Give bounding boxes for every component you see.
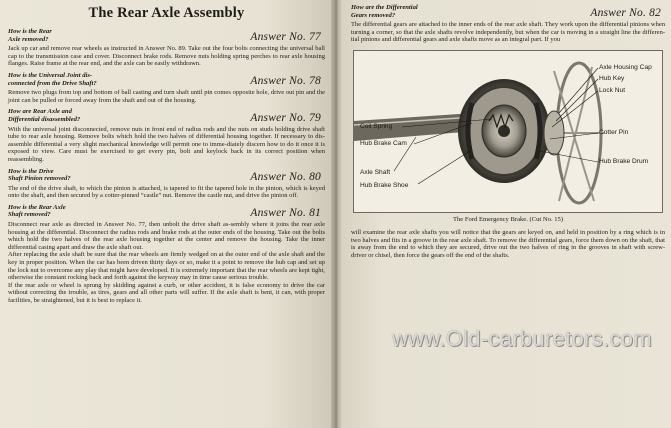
answer-paragraph: Remove two plugs from top and bottom of ball casting and turn shaft until pin comes opposite hole, drive out pin and the joint can be pulled or forced away from the shaft and out of the housing. bbox=[8, 89, 325, 104]
qa-section bbox=[8, 72, 325, 104]
qa-section bbox=[8, 108, 325, 163]
qa-section bbox=[8, 168, 325, 200]
answer-paragraph: With the universal joint disconnected, remove nuts in front end of radius rods and the nuts on studs holding drive shaft tube to rear axle housing. Remove bolts which hold the two halves of differential housing together. If necessary to dis-assemble differential a very slight mechanical knowledge will permit one to imme-diately discern how to do it once it is exposed to view. Care must be exercised to get every pin, bolt and keylock back in its correct position when reassembling. bbox=[8, 125, 325, 163]
answer-number: Answer No. 79 bbox=[250, 111, 321, 124]
answer-body bbox=[351, 21, 665, 44]
question-text: How is the Drive Shaft Pinion removed? bbox=[8, 167, 71, 183]
label-coil-spring: Coil Spring bbox=[360, 122, 393, 130]
answer-paragraph: After replacing the axle shaft be sure that the rear wheels are firmly wedged on at the outer end of the axle shaft and the key in proper position. When the car has been driven thirty days or so, make it a point to remove the hub cap and set up the lock nut to overcome any play that might have developed. It is extremely important that the rear wheels are kept tight, otherwise the constant rocking back and forth against the keyway may in time cause serious trouble. bbox=[8, 251, 325, 282]
answer-number: Answer No. 82 bbox=[590, 7, 661, 20]
left-page bbox=[0, 0, 333, 428]
page-title: The Rear Axle Assembly bbox=[88, 5, 245, 21]
question-text: How is the Rear Axle Shaft removed? bbox=[8, 203, 66, 219]
label-hub-key: Hub Key bbox=[599, 74, 625, 82]
label-axle-housing-cap: Axle Housing Cap bbox=[599, 63, 652, 71]
answer-number: Answer No. 78 bbox=[250, 75, 321, 88]
qa-list bbox=[8, 28, 325, 305]
answer-number: Answer No. 81 bbox=[250, 207, 321, 220]
question-text: How is the Universal Joint dis- connected from the Drive Shaft? bbox=[8, 71, 97, 87]
right-page bbox=[343, 0, 671, 428]
label-hub-brake-drum: Hub Brake Drum bbox=[599, 157, 649, 165]
answer-body bbox=[8, 185, 325, 200]
book-gutter bbox=[331, 0, 343, 428]
watermark-text: www.Old-carburetors.com bbox=[392, 326, 652, 351]
answer-body bbox=[8, 126, 325, 164]
question-text: How are Rear Axle and Differential disassembled? bbox=[8, 108, 81, 123]
answer-paragraph: Jack up car and remove rear wheels as instructed in Answer No. 89. Take out the four bolts connecting the universal ball cap to the transmission case and cover. Disconnect brake rods. Remove nuts holding spring perches to rear axle housing flanges. Raise frame at the rear end, and the axle can be easily withdrawn. bbox=[8, 45, 325, 68]
label-lock-nut: Lock Nut bbox=[599, 86, 626, 94]
label-hub-brake-shoe: Hub Brake Shoe bbox=[360, 181, 409, 189]
emergency-brake-figure bbox=[353, 50, 663, 213]
qa-section-82 bbox=[351, 4, 665, 44]
hub-cap-shape bbox=[544, 111, 564, 155]
label-axle-shaft: Axle Shaft bbox=[360, 168, 391, 176]
answer-paragraph: The differential gears are attached to the inner ends of the rear axle shaft. They work upon the differential pinions when turning a corner, so that the axle shafts revolve independently, but when the car is moving in a straight line the differen-tial pinions and differential gears and axle shafts move as an integral part. If you bbox=[351, 21, 665, 44]
answer-body bbox=[8, 89, 325, 104]
continuation-text: will examine the rear axle shafts you will notice that the gears are keyed on, and held in position by a ring which is in two halves and fits in a groove in the rear axle shaft. To remove the differential gears, force them down on the shaft, that is away from the end to which they are secured, drive out the two halves of ring in the grooves in shaft with screw-driver or chisel, then force the gears off the end of the shafts. bbox=[351, 228, 665, 259]
axle-end-shape bbox=[498, 125, 510, 137]
question-text: How are the Differential Gears removed? bbox=[351, 4, 418, 19]
label-cotter-pin: Cotter Pin bbox=[599, 128, 629, 136]
answer-paragraph: Disconnect rear axle as directed in Answer No. 77, then unbolt the drive shaft as-sembly where it joins the rear axle housing at the differential. Disconnect the radius rods and brake rods at the outer ends of the housing. Take out the bolts which hold the two halves of the rear axle housing together at the center and remove the housing. Take the inner differential casing apart and draw the axle shaft out. bbox=[8, 221, 325, 251]
answer-number: Answer No. 77 bbox=[250, 31, 321, 44]
answer-body bbox=[8, 221, 325, 305]
qa-section bbox=[8, 204, 325, 305]
answer-paragraph: The end of the drive shaft, to which the pinion is attached, is tapered to fit the tapered hole in the pinion, which is keyed onto the shaft, and then secured by a cotter-pinned “castle” nut. Remove the castle nut, and drive the pinion off. bbox=[8, 184, 325, 200]
answer-paragraph: If the rear axle or wheel is sprung by skidding against a curb, or other accident, it is false economy to drive the car without correcting the trouble, as tires, gears and all other parts will suffer. If the axle shaft is bent, it can, with proper facilities, be straightened, but it is best to replace it. bbox=[8, 281, 325, 304]
answer-number: Answer No. 80 bbox=[250, 170, 321, 183]
question-text: How is the Rear Axle removed? bbox=[8, 28, 52, 43]
qa-section bbox=[8, 28, 325, 68]
answer-body bbox=[8, 45, 325, 68]
label-hub-brake-cam: Hub Brake Cam bbox=[360, 139, 407, 147]
figure-caption: The Ford Emergency Brake. (Cut No. 15) bbox=[452, 215, 564, 223]
